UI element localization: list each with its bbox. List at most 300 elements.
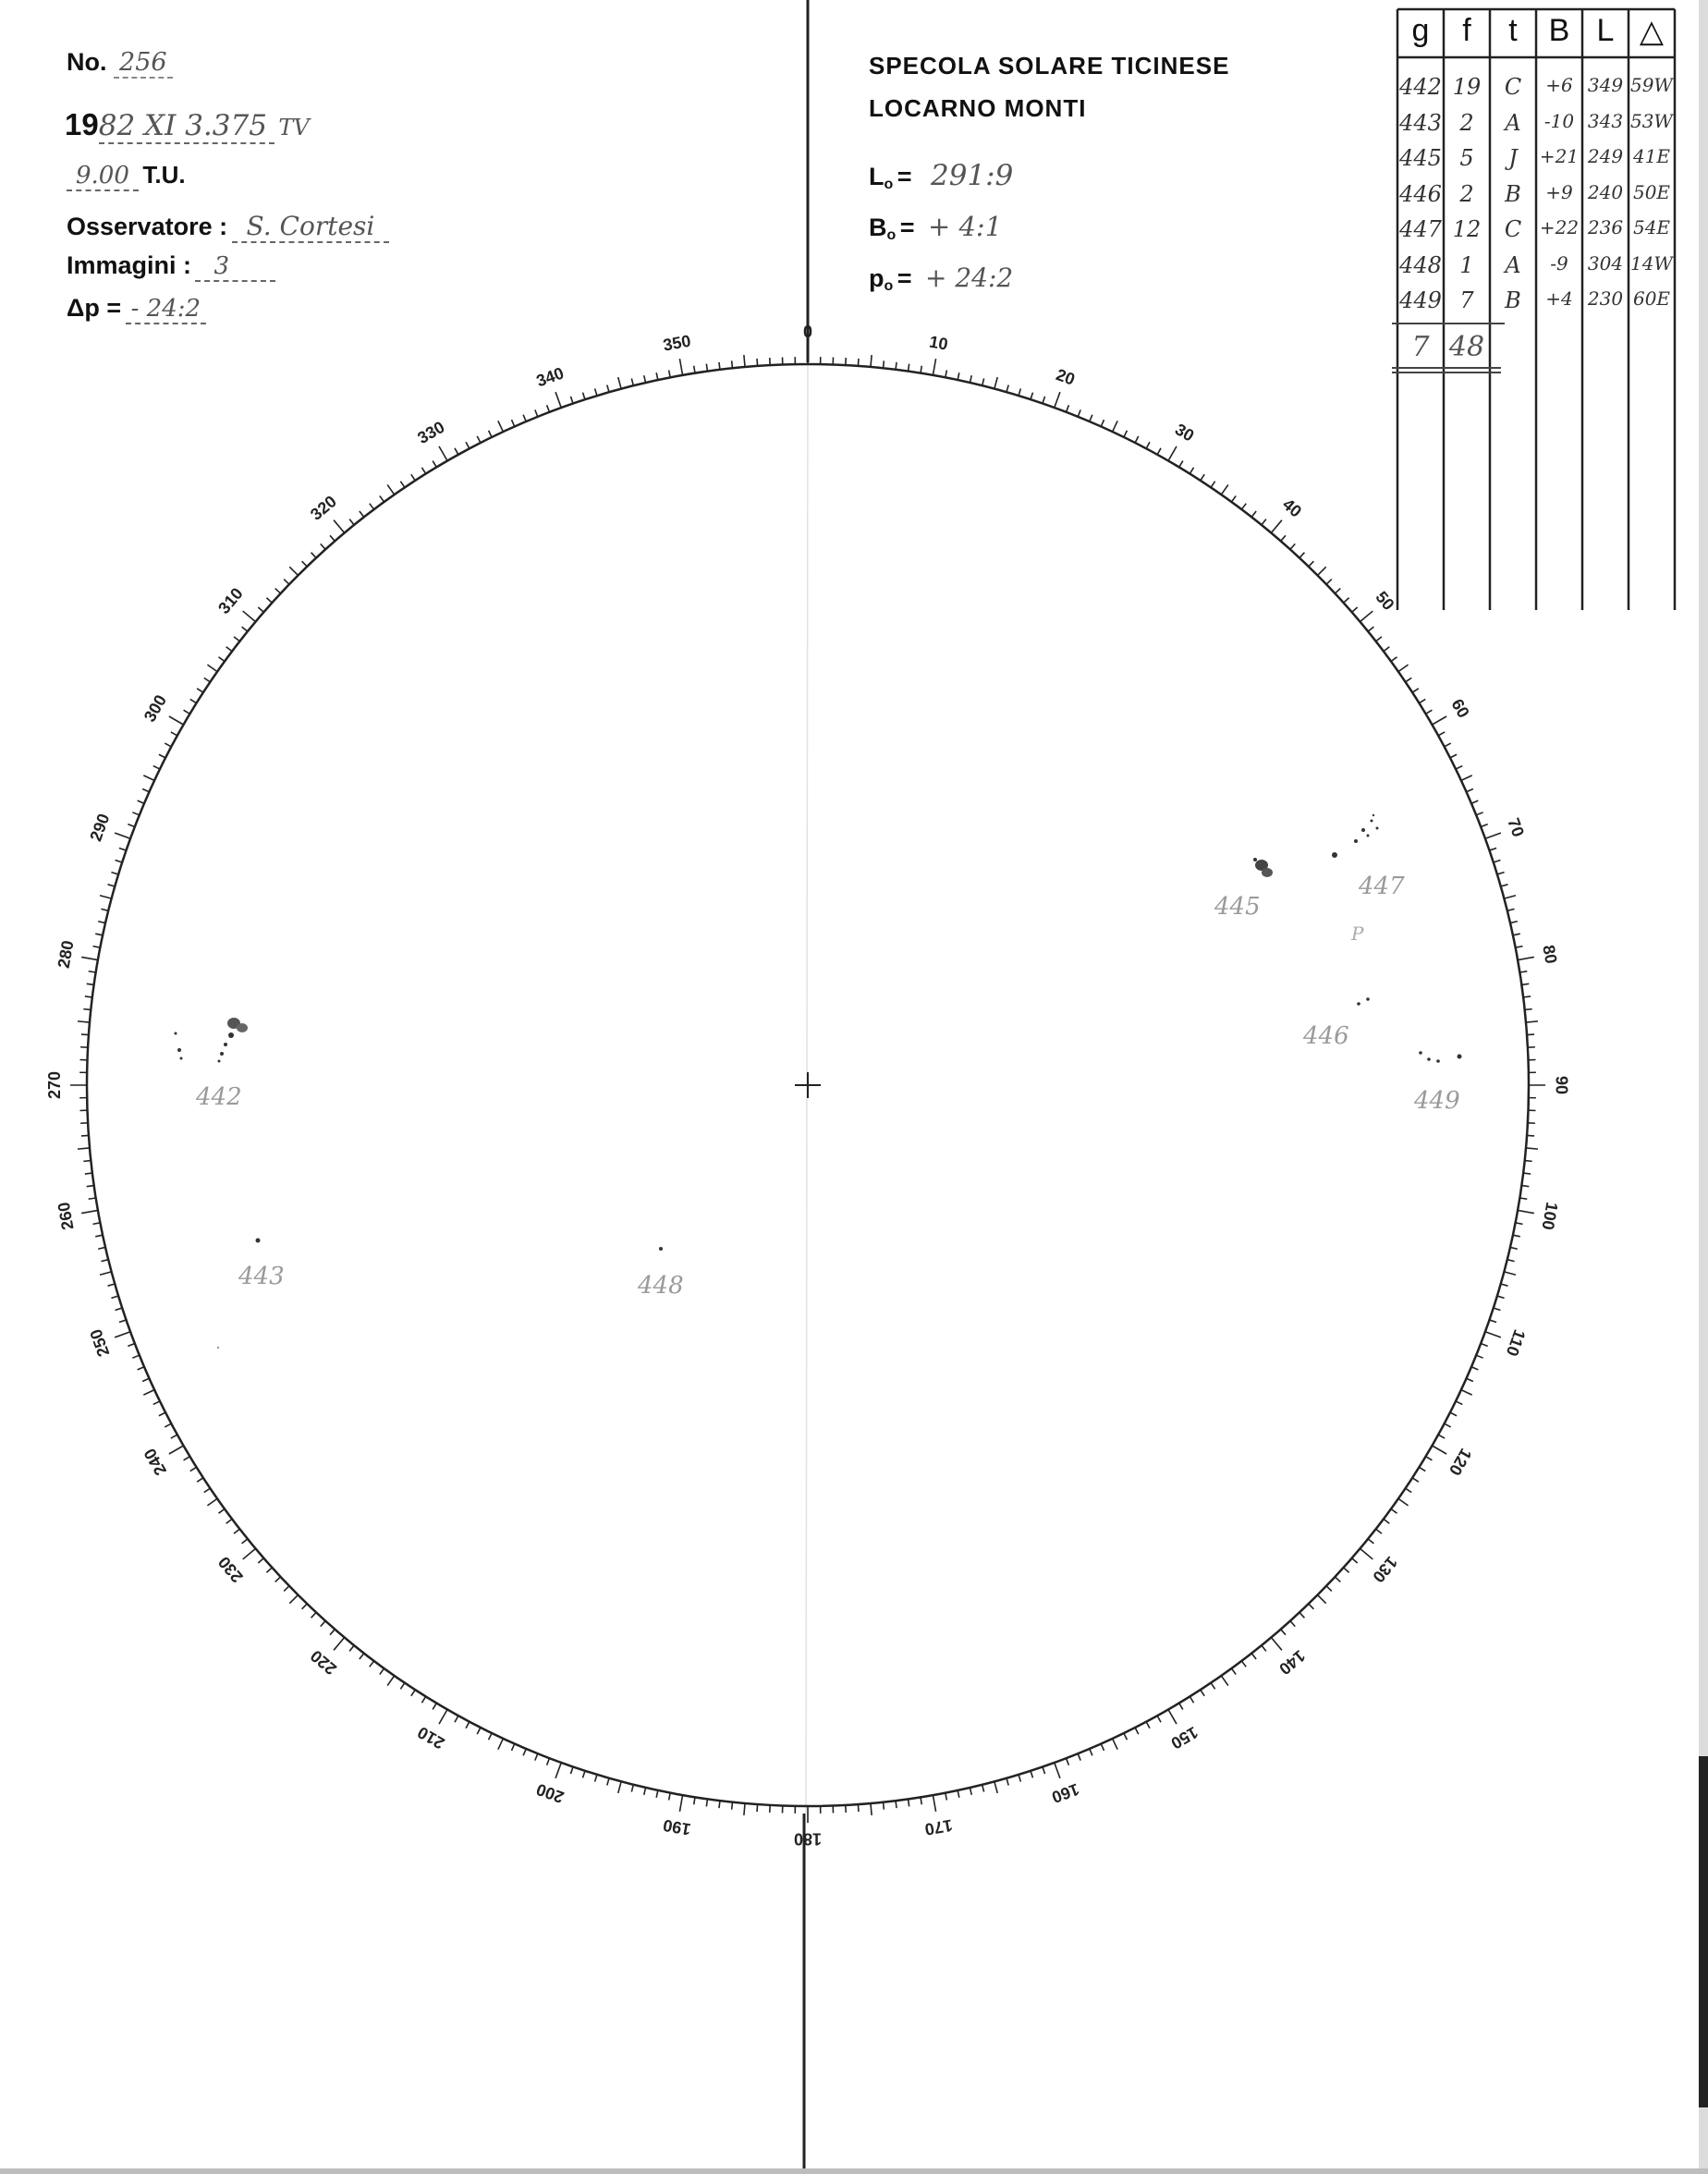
date-suffix: TV <box>278 115 310 140</box>
tick-mark <box>896 1801 897 1808</box>
tick-mark <box>1168 446 1177 461</box>
tick-mark <box>1398 665 1409 671</box>
tick-mark <box>1518 957 1534 959</box>
tick-mark <box>1412 1478 1419 1482</box>
scale-label: 220 <box>307 1646 340 1679</box>
tick-mark <box>1507 909 1515 910</box>
tick-mark <box>1519 971 1527 972</box>
tick-mark <box>370 1661 374 1667</box>
p0-equals: = <box>897 264 912 292</box>
images-value: 3 <box>195 252 275 282</box>
tick-mark <box>207 1498 217 1505</box>
tick-mark <box>275 589 281 593</box>
tick-mark <box>511 420 514 426</box>
observer-value: S. Cortesi <box>232 211 390 243</box>
tick-mark <box>656 1790 658 1798</box>
table-cell: B <box>1505 287 1521 313</box>
tick-mark <box>547 405 550 411</box>
tick-mark <box>234 1529 239 1533</box>
tick-mark <box>547 1758 550 1765</box>
tick-mark <box>858 1804 859 1812</box>
table-header-cell: f <box>1462 13 1471 48</box>
tick-mark <box>1494 1308 1501 1310</box>
L0-sub: o <box>884 177 894 193</box>
tick-mark <box>1490 848 1497 850</box>
tick-mark <box>1251 511 1256 517</box>
tick-mark <box>1471 1367 1478 1370</box>
table-total-cell: 7 <box>1411 331 1430 363</box>
tick-mark <box>1318 567 1326 575</box>
tick-mark <box>1516 1223 1523 1225</box>
tick-mark <box>1078 409 1080 416</box>
tick-mark <box>1471 800 1478 803</box>
tick-mark <box>119 848 127 850</box>
tick-mark <box>1326 1586 1332 1592</box>
tick-mark <box>706 1799 707 1806</box>
tick-mark <box>128 1344 134 1347</box>
tick-mark <box>570 1767 573 1775</box>
tick-mark <box>744 355 745 367</box>
tick-mark <box>1485 1332 1501 1337</box>
tick-mark <box>169 1446 184 1454</box>
tick-mark <box>1231 495 1236 501</box>
tick-mark <box>184 1457 190 1460</box>
tick-mark <box>1526 1021 1538 1022</box>
tick-mark <box>1490 1320 1497 1323</box>
tick-mark <box>330 1630 335 1635</box>
p0-field <box>869 263 1013 295</box>
tick-mark <box>1406 678 1412 681</box>
tick-mark <box>1019 1775 1020 1782</box>
tick-mark <box>719 362 720 370</box>
B0-value: + 4:1 <box>927 211 1003 242</box>
tick-mark <box>1271 520 1282 533</box>
tick-mark <box>111 873 118 874</box>
sunspot-group-442 <box>175 1018 249 1063</box>
tick-mark <box>618 377 621 389</box>
table-header-cell: t <box>1508 13 1518 48</box>
tick-mark <box>153 766 160 770</box>
tick-mark <box>349 519 354 525</box>
tick-mark <box>1299 1612 1304 1618</box>
tick-mark <box>1221 1676 1227 1686</box>
tick-mark <box>98 1247 105 1249</box>
tick-mark <box>595 388 597 396</box>
scale-label: 40 <box>1278 495 1306 521</box>
table-cell: 54E <box>1632 216 1671 238</box>
table-header-cell: B <box>1548 13 1570 48</box>
table-header-cell: L <box>1596 13 1615 48</box>
tick-mark <box>321 1621 325 1627</box>
tick-mark <box>535 409 538 416</box>
tick-mark <box>1419 1467 1425 1471</box>
table-cell: +21 <box>1539 145 1580 167</box>
sunspot-group-448 <box>659 1247 663 1251</box>
tick-mark <box>349 1645 354 1651</box>
tick-mark <box>92 1223 100 1225</box>
scale-label: 130 <box>1369 1553 1401 1586</box>
tick-mark <box>1190 1696 1193 1703</box>
tick-mark <box>1101 1744 1104 1751</box>
tick-mark <box>1445 743 1451 747</box>
tick-mark <box>466 442 470 448</box>
scale-label: 180 <box>793 1829 823 1849</box>
tick-mark <box>119 1320 127 1323</box>
tick-mark <box>694 1797 695 1804</box>
tick-mark <box>1456 1401 1462 1405</box>
tick-mark <box>582 393 584 400</box>
tick-mark <box>871 1803 872 1815</box>
scale-label: 230 <box>214 1553 247 1586</box>
table-cell: 448 <box>1399 251 1442 278</box>
tick-mark <box>266 598 272 603</box>
table-cell: 50E <box>1632 180 1671 203</box>
tick-mark <box>1344 1568 1349 1572</box>
observer-label: Osservatore : <box>67 213 228 240</box>
p0-value: + 24:2 <box>924 263 1014 293</box>
tick-mark <box>455 1716 458 1722</box>
tick-mark <box>1523 1173 1531 1174</box>
tick-mark <box>116 860 123 861</box>
tick-mark <box>387 1676 394 1686</box>
tick-mark <box>115 833 130 838</box>
tick-mark <box>1309 561 1314 567</box>
scan-edge-dark <box>1699 1756 1708 2107</box>
tick-mark <box>994 1781 997 1793</box>
tick-mark <box>1179 461 1183 468</box>
tick-mark <box>1513 1235 1520 1237</box>
tick-mark <box>370 504 374 509</box>
tick-mark <box>1146 442 1150 448</box>
sheet-number <box>67 48 173 79</box>
tick-mark <box>100 896 112 898</box>
tick-mark <box>439 1709 447 1724</box>
table-cell: 240 <box>1587 180 1624 203</box>
tick-mark <box>242 1539 248 1544</box>
tick-mark <box>1456 766 1462 770</box>
tick-mark <box>101 1260 108 1262</box>
tick-mark <box>218 657 224 662</box>
sheet-number-value: 256 <box>114 48 173 79</box>
table-total-cell: 48 <box>1448 331 1485 363</box>
tick-mark <box>1450 754 1457 758</box>
tick-mark <box>1501 885 1508 886</box>
table-cell: 53W <box>1629 109 1673 132</box>
time-value: 9.00 <box>67 162 139 191</box>
scale-label: 210 <box>414 1722 448 1753</box>
B0-label: B <box>869 214 887 241</box>
scale-label: 20 <box>1054 365 1078 389</box>
sunspot-group-449 <box>1419 1051 1461 1063</box>
delta-p-field <box>67 294 206 324</box>
tick-mark <box>1467 788 1473 791</box>
tick-mark <box>1043 1767 1045 1775</box>
tick-mark <box>958 1790 959 1798</box>
tick-mark <box>184 710 190 714</box>
tick-mark <box>289 1595 298 1604</box>
tick-mark <box>1113 421 1117 432</box>
tick-mark <box>1360 611 1373 622</box>
table-cell: 446 <box>1399 180 1442 207</box>
tick-mark <box>85 996 92 997</box>
tick-mark <box>1526 1148 1538 1149</box>
tick-mark <box>669 1793 671 1801</box>
tick-mark <box>159 1412 165 1416</box>
tick-mark <box>1231 1668 1236 1674</box>
tick-mark <box>1523 996 1531 997</box>
center-cross <box>795 1072 821 1098</box>
tick-mark <box>78 1148 90 1149</box>
tick-mark <box>1113 1739 1117 1750</box>
tick-mark <box>1481 1344 1487 1347</box>
tick-mark <box>400 482 404 488</box>
table-cell: 449 <box>1399 287 1442 313</box>
tick-mark <box>1290 1621 1295 1627</box>
tick-mark <box>284 580 289 585</box>
tick-mark <box>489 431 493 437</box>
table-cell: 1 <box>1459 251 1474 278</box>
tick-mark <box>1481 824 1487 827</box>
observation-time <box>67 161 186 191</box>
tick-mark <box>958 373 959 380</box>
scan-bottom-edge <box>0 2168 1708 2174</box>
tick-mark <box>1124 431 1128 437</box>
tick-mark <box>1516 947 1523 948</box>
scale-label: 280 <box>54 938 78 970</box>
tick-mark <box>455 448 458 455</box>
tick-mark <box>1019 388 1020 396</box>
tick-mark <box>1438 1435 1445 1438</box>
tick-mark <box>275 1577 281 1582</box>
tick-mark <box>380 495 384 501</box>
scale-label: 190 <box>661 1815 692 1839</box>
tick-mark <box>1376 637 1382 641</box>
tick-mark <box>582 1771 584 1778</box>
tick-mark <box>197 689 203 692</box>
tick-mark <box>1527 1135 1534 1136</box>
table-cell: 2 <box>1459 109 1474 136</box>
tick-mark <box>116 1308 123 1310</box>
tick-mark <box>380 1668 384 1674</box>
tick-mark <box>87 1186 94 1187</box>
tick-mark <box>108 1284 116 1286</box>
scale-label: 90 <box>1552 1075 1571 1095</box>
L0-value: 291:9 <box>930 159 1014 192</box>
tick-mark <box>1221 484 1227 495</box>
tick-mark <box>946 370 947 377</box>
tick-mark <box>258 1558 263 1563</box>
tick-mark <box>243 611 256 622</box>
tick-mark <box>1101 420 1104 426</box>
tick-mark <box>1510 922 1518 923</box>
table-cell: 41E <box>1632 145 1671 167</box>
tick-mark <box>1504 896 1516 898</box>
tick-mark <box>1055 1763 1060 1778</box>
tick-mark <box>360 511 364 517</box>
tick-mark <box>1391 657 1397 662</box>
tick-mark <box>1318 1595 1326 1604</box>
table-cell: +9 <box>1545 180 1573 203</box>
group-label-443: 443 <box>238 1263 285 1290</box>
tick-mark <box>81 1135 89 1136</box>
tick-mark <box>242 627 248 631</box>
tick-mark <box>1461 1390 1472 1395</box>
tick-mark <box>132 1355 139 1358</box>
table-cell: 343 <box>1587 109 1624 132</box>
tick-mark <box>570 397 573 404</box>
tick-mark <box>1006 385 1008 393</box>
tick-mark <box>171 1435 177 1438</box>
scale-label: 100 <box>1538 1201 1562 1232</box>
table-cell: +4 <box>1545 287 1573 310</box>
tick-mark <box>757 1804 758 1812</box>
tick-mark <box>595 1775 597 1782</box>
table-cell: 249 <box>1587 145 1624 167</box>
tick-mark <box>1281 1630 1286 1635</box>
sheet-number-label: No. <box>67 48 107 76</box>
group-label-445: 445 <box>1214 893 1261 921</box>
tick-mark <box>1412 689 1419 692</box>
tick-mark <box>1262 1645 1266 1651</box>
tick-mark <box>1521 1186 1529 1187</box>
tick-mark <box>334 1638 345 1651</box>
images-label: Immagini : <box>67 251 192 279</box>
p0-label: p <box>869 264 884 292</box>
scale-label: 310 <box>214 584 247 617</box>
table-cell: +22 <box>1539 216 1580 238</box>
tick-mark <box>1124 1733 1128 1740</box>
scale-label: 140 <box>1275 1646 1309 1679</box>
table-cell: A <box>1505 109 1521 136</box>
tick-mark <box>757 359 758 366</box>
tick-mark <box>1527 1034 1534 1035</box>
tick-mark <box>1299 553 1304 558</box>
group-label-448: 448 <box>638 1272 684 1300</box>
group-label-446: 446 <box>1303 1022 1349 1050</box>
tick-mark <box>190 1467 197 1471</box>
sunspots <box>175 814 1462 1349</box>
tick-mark <box>101 909 108 910</box>
table-cell: 7 <box>1459 287 1474 313</box>
tick-mark <box>85 1173 92 1174</box>
table-header-cell: △ <box>1639 14 1665 49</box>
tick-mark <box>896 362 897 370</box>
tick-mark <box>631 1785 633 1792</box>
tick-mark <box>1055 392 1060 408</box>
tick-mark <box>81 957 98 959</box>
tick-mark <box>142 1378 149 1381</box>
B0-sub: o <box>886 227 897 244</box>
tick-mark <box>1335 589 1340 593</box>
tick-mark <box>302 1604 308 1609</box>
scale-label: 80 <box>1539 943 1561 966</box>
date-value: 82 XI 3.375 <box>99 109 274 144</box>
tick-mark <box>1067 405 1069 411</box>
tick-mark <box>679 359 682 375</box>
tick-mark <box>421 468 425 474</box>
tick-mark <box>1497 1296 1505 1298</box>
tick-mark <box>1281 535 1286 541</box>
tick-mark <box>679 1795 682 1812</box>
tick-mark <box>159 754 165 758</box>
tick-mark <box>1135 436 1139 443</box>
tick-mark <box>153 1401 160 1405</box>
tick-mark <box>694 366 695 373</box>
tick-mark <box>644 375 646 383</box>
scale-label: 160 <box>1049 1779 1082 1807</box>
tick-mark <box>656 373 658 380</box>
tick-mark <box>1485 833 1501 838</box>
observer-field <box>67 211 389 243</box>
tick-mark <box>1190 468 1193 474</box>
tick-mark <box>1518 1210 1534 1213</box>
sunspot-group-445 <box>1253 858 1273 877</box>
tick-mark <box>1211 1683 1214 1690</box>
scale-label: 120 <box>1445 1445 1476 1479</box>
tick-mark <box>1201 1690 1204 1696</box>
table-cell: 230 <box>1587 287 1624 310</box>
tick-mark <box>744 1803 745 1815</box>
tick-mark <box>400 1683 404 1690</box>
tick-mark <box>1438 732 1445 736</box>
tick-mark <box>1271 1638 1282 1651</box>
tick-mark <box>284 1586 289 1592</box>
table-cell: C <box>1504 216 1522 242</box>
tick-mark <box>1419 699 1425 702</box>
tick-mark <box>1201 474 1204 481</box>
tick-mark <box>100 1272 112 1275</box>
tick-mark <box>1352 1558 1358 1563</box>
scale-label: 320 <box>307 492 340 524</box>
tick-mark <box>1344 598 1349 603</box>
tick-mark <box>115 1332 130 1337</box>
year-prefix: 19 <box>65 107 99 141</box>
tick-mark <box>98 922 105 923</box>
tick-mark <box>1432 1446 1446 1454</box>
table-cell: 349 <box>1587 74 1624 96</box>
tick-mark <box>1497 873 1505 874</box>
tick-mark <box>1406 1488 1412 1492</box>
tick-mark <box>1384 647 1389 652</box>
tick-mark <box>78 1021 90 1022</box>
tick-mark <box>1043 397 1045 404</box>
tick-mark <box>226 647 232 652</box>
tick-mark <box>982 1785 984 1792</box>
tick-mark <box>1501 1284 1508 1286</box>
tick-mark <box>1525 1161 1532 1162</box>
tick-mark <box>523 1749 526 1755</box>
tick-mark <box>644 1788 646 1795</box>
tick-mark <box>1476 812 1482 815</box>
tick-mark <box>489 1733 493 1740</box>
tick-mark <box>607 1778 609 1786</box>
table-cell: 447 <box>1399 216 1442 242</box>
B0-field <box>869 211 1002 244</box>
tick-mark <box>1241 1661 1246 1667</box>
tick-mark <box>108 885 116 886</box>
tick-mark <box>234 637 239 641</box>
table-cell: 12 <box>1452 216 1482 242</box>
scale-label: 70 <box>1504 815 1528 839</box>
tick-mark <box>1525 1009 1532 1010</box>
tick-mark <box>138 800 144 803</box>
tick-mark <box>1391 1508 1397 1513</box>
tick-mark <box>218 1508 224 1513</box>
scale-label: 10 <box>927 332 950 354</box>
tick-mark <box>411 1690 415 1696</box>
tick-mark <box>1521 983 1529 984</box>
tick-mark <box>1335 1577 1340 1582</box>
